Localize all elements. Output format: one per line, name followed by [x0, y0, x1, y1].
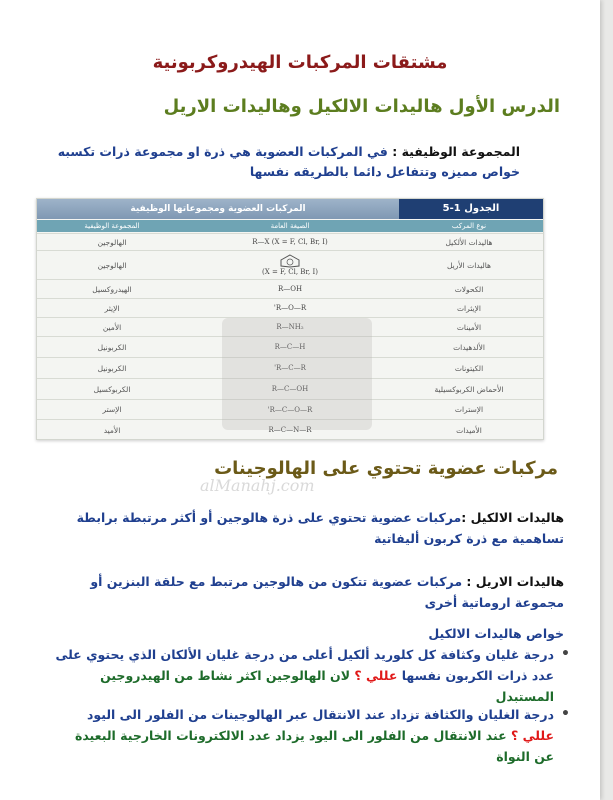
- compound-type-cell: الأميدات: [456, 425, 482, 435]
- functional-group-definition: [40, 142, 520, 182]
- alkyl-halides-definition: [64, 507, 564, 549]
- question-mark-note: عللي ؟: [506, 728, 554, 743]
- alkyl-halides-text: مركبات عضوية تحتوي على ذرة هالوجين أو أكثر مرتبطة برابطة تساهمية مع ذرة كربون أليفاتية: [76, 510, 564, 546]
- formula-cell: R—O—R': [273, 304, 307, 312]
- main-title: مشتقات المركبات الهيدروكربونية: [152, 52, 448, 73]
- aryl-halides-label: هاليدات الاريل :: [466, 574, 564, 589]
- question-mark-note: عللي ؟: [350, 668, 402, 683]
- compound-type-cell: هاليدات الأريل: [447, 260, 492, 270]
- aryl-halides-definition: [64, 571, 564, 613]
- benzene-ring-icon: [278, 254, 302, 268]
- compound-type-cell: الكحولات: [454, 284, 484, 294]
- table-title: المركبات العضوية ومجموعاتها الوظيفية: [37, 199, 399, 219]
- section-title: مركبات عضوية تحتوي على الهالوجينات: [214, 458, 558, 479]
- group-cell: الأمين: [102, 322, 122, 332]
- bullet-icon: •: [561, 706, 570, 722]
- list-item: [54, 644, 570, 707]
- formula-cell: R—NH₂: [276, 323, 304, 331]
- compound-type-cell: هاليدات الألكيل: [445, 237, 493, 247]
- column-header: نوع المركب: [451, 222, 487, 230]
- compound-type-cell: الألدهيدات: [453, 342, 485, 352]
- formula-cell: R—C—O—R': [267, 405, 313, 414]
- alkyl-halides-label: هاليدات الالكيل :: [461, 510, 564, 525]
- formula-cell: R—C—N—R: [268, 426, 312, 434]
- group-cell: الهالوجين: [97, 260, 127, 270]
- compound-type-cell: الكيتونات: [454, 363, 484, 373]
- bullet-text: درجة غليان وكثافة كل كلوريد ألكيل أعلى من درجة غليان الألكان الذي يحتوي على عدد ذرات الكربون نفسها: [55, 647, 554, 683]
- formula-cell: R—X (X = F, Cl, Br, I): [252, 238, 328, 246]
- group-cell: الكربوكسيل: [93, 384, 131, 394]
- column-header: المجموعة الوظيفية: [84, 222, 140, 230]
- bullet-answer: لان الهالوجين اكثر نشاط من الهيدروجين المستبدل: [100, 668, 554, 704]
- group-cell: الهيدروكسيل: [92, 284, 132, 294]
- group-cell: الكربونيل: [97, 342, 127, 352]
- bullet-text: درجة الغليان والكثافة تزداد عند الانتقال عبر الهالوجينات من الفلور الى اليود: [86, 707, 554, 722]
- formula-cell: R—C—H: [274, 343, 306, 351]
- compound-type-cell: الإيثرات: [457, 303, 481, 313]
- group-cell: الكربونيل: [97, 363, 127, 373]
- watermark-text: alManahj.com: [200, 476, 315, 495]
- properties-title: خواص هاليدات الالكيل: [428, 626, 564, 641]
- bullet-icon: •: [561, 646, 570, 662]
- watermark-logo: [222, 318, 372, 430]
- table-row: [37, 233, 543, 250]
- formula-cell: R—OH: [277, 285, 303, 293]
- formula-cell: R—C—OH: [271, 385, 309, 393]
- table-row: [37, 250, 543, 279]
- group-cell: الإيثر: [104, 303, 120, 313]
- list-item: [54, 704, 570, 767]
- lesson-title: الدرس الأول هاليدات الالكيل وهاليدات الاريل: [163, 96, 560, 117]
- formula-note: (X = F, Cl, Br, I): [262, 268, 318, 276]
- formula-cell: [187, 251, 393, 279]
- table-column-headers: [37, 220, 543, 232]
- formula-cell: R—C—R': [274, 364, 306, 372]
- functional-group-text: في المركبات العضوية هي ذرة او مجموعة ذرات تكسبه خواص مميزه وتتفاعل دائما بالطريقه نفسها: [57, 144, 520, 179]
- table-header: [37, 199, 543, 219]
- group-cell: الإستر: [102, 405, 122, 414]
- compound-type-cell: الأحماض الكربوكسيلية: [434, 384, 504, 394]
- aryl-halides-text: مركبات عضوية تتكون من هالوجين مرتبط مع حلقة البنزين أو مجموعة اروماتية أخرى: [90, 574, 564, 610]
- table-caption: الجدول 1-5: [399, 199, 543, 219]
- table-row: [37, 298, 543, 317]
- group-cell: الهالوجين: [97, 237, 127, 247]
- compound-type-cell: الأمينات: [456, 322, 482, 332]
- column-header: الصيغة العامة: [270, 222, 310, 230]
- group-cell: الأميد: [103, 425, 121, 435]
- bullet-answer: عند الانتقال من الفلور الى اليود يزداد عدد الالكترونات الخارجية البعيدة عن النواة: [74, 728, 554, 764]
- table-row: [37, 279, 543, 298]
- compound-type-cell: الإسترات: [454, 405, 484, 414]
- functional-group-label: المجموعة الوظيفية :: [392, 144, 520, 159]
